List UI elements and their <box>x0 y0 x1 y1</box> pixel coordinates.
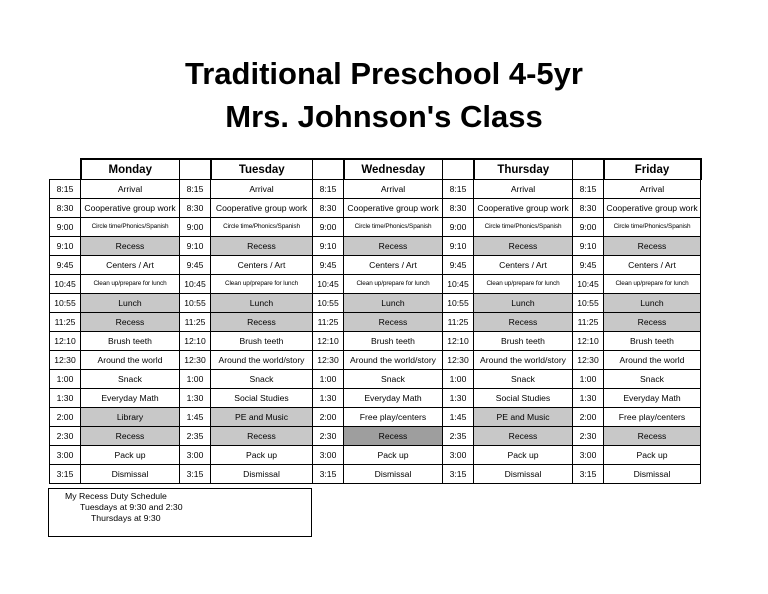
activity-cell-wednesday: Recess <box>344 427 443 446</box>
time-cell-thursday: 8:30 <box>443 199 474 218</box>
activity-cell-thursday: Circle time/Phonics/Spanish <box>474 218 573 237</box>
activity-cell-wednesday: Everyday Math <box>344 389 443 408</box>
schedule-row <box>50 313 701 332</box>
activity-cell-monday: Arrival <box>81 180 180 199</box>
activity-cell-tuesday: Recess <box>211 237 313 256</box>
time-cell-friday: 9:00 <box>573 218 604 237</box>
activity-cell-tuesday: Centers / Art <box>211 256 313 275</box>
activity-cell-tuesday: Recess <box>211 313 313 332</box>
time-cell-friday: 1:00 <box>573 370 604 389</box>
time-cell-friday: 2:30 <box>573 427 604 446</box>
time-cell-tuesday: 2:35 <box>180 427 211 446</box>
activity-cell-friday: Pack up <box>604 446 701 465</box>
time-cell-monday: 12:10 <box>50 332 81 351</box>
time-cell-friday: 12:30 <box>573 351 604 370</box>
schedule-row <box>50 389 701 408</box>
activity-cell-thursday: Centers / Art <box>474 256 573 275</box>
time-cell-friday: 8:30 <box>573 199 604 218</box>
time-cell-friday: 9:10 <box>573 237 604 256</box>
duty-line: Thursdays at 9:30 <box>91 513 161 523</box>
time-cell-tuesday: 9:10 <box>180 237 211 256</box>
time-cell-tuesday: 1:30 <box>180 389 211 408</box>
activity-cell-monday: Lunch <box>81 294 180 313</box>
activity-cell-friday: Lunch <box>604 294 701 313</box>
time-cell-wednesday: 12:10 <box>313 332 344 351</box>
activity-cell-friday: Everyday Math <box>604 389 701 408</box>
time-cell-wednesday: 11:25 <box>313 313 344 332</box>
activity-cell-friday: Dismissal <box>604 465 701 484</box>
schedule-row <box>50 351 701 370</box>
activity-cell-wednesday: Pack up <box>344 446 443 465</box>
activity-cell-tuesday: Circle time/Phonics/Spanish <box>211 218 313 237</box>
schedule-row <box>50 427 701 446</box>
activity-cell-wednesday: Arrival <box>344 180 443 199</box>
day-header-tuesday: Tuesday <box>211 159 313 180</box>
time-cell-friday: 2:00 <box>573 408 604 427</box>
time-cell-friday: 8:15 <box>573 180 604 199</box>
activity-cell-wednesday: Cooperative group work <box>344 199 443 218</box>
time-cell-monday: 9:00 <box>50 218 81 237</box>
time-cell-monday: 2:00 <box>50 408 81 427</box>
time-cell-tuesday: 8:15 <box>180 180 211 199</box>
time-cell-tuesday: 11:25 <box>180 313 211 332</box>
activity-cell-wednesday: Clean up/prepare for lunch <box>344 275 443 294</box>
activity-cell-tuesday: Snack <box>211 370 313 389</box>
activity-cell-tuesday: Arrival <box>211 180 313 199</box>
time-cell-wednesday: 10:55 <box>313 294 344 313</box>
activity-cell-tuesday: Pack up <box>211 446 313 465</box>
activity-cell-wednesday: Free play/centers <box>344 408 443 427</box>
day-header-thursday: Thursday <box>474 159 573 180</box>
activity-cell-thursday: Pack up <box>474 446 573 465</box>
activity-cell-wednesday: Circle time/Phonics/Spanish <box>344 218 443 237</box>
time-cell-thursday: 2:35 <box>443 427 474 446</box>
schedule-header-row <box>50 159 701 180</box>
activity-cell-tuesday: Clean up/prepare for lunch <box>211 275 313 294</box>
schedule-row <box>50 218 701 237</box>
activity-cell-thursday: Social Studies <box>474 389 573 408</box>
activity-cell-monday: Circle time/Phonics/Spanish <box>81 218 180 237</box>
activity-cell-tuesday: Lunch <box>211 294 313 313</box>
schedule-row <box>50 237 701 256</box>
activity-cell-friday: Cooperative group work <box>604 199 701 218</box>
time-cell-thursday: 1:30 <box>443 389 474 408</box>
activity-cell-wednesday: Around the world/story <box>344 351 443 370</box>
activity-cell-thursday: Recess <box>474 313 573 332</box>
activity-cell-tuesday: Social Studies <box>211 389 313 408</box>
header-gap <box>573 159 604 180</box>
time-cell-thursday: 9:00 <box>443 218 474 237</box>
activity-cell-friday: Circle time/Phonics/Spanish <box>604 218 701 237</box>
time-cell-thursday: 12:10 <box>443 332 474 351</box>
time-cell-tuesday: 1:00 <box>180 370 211 389</box>
time-cell-monday: 12:30 <box>50 351 81 370</box>
activity-cell-thursday: PE and Music <box>474 408 573 427</box>
time-cell-tuesday: 12:10 <box>180 332 211 351</box>
time-cell-wednesday: 9:00 <box>313 218 344 237</box>
time-cell-tuesday: 10:45 <box>180 275 211 294</box>
schedule-row <box>50 446 701 465</box>
activity-cell-thursday: Brush teeth <box>474 332 573 351</box>
activity-cell-wednesday: Recess <box>344 313 443 332</box>
day-header-monday: Monday <box>81 159 180 180</box>
time-cell-monday: 1:00 <box>50 370 81 389</box>
schedule-table <box>49 158 702 484</box>
time-cell-monday: 10:45 <box>50 275 81 294</box>
time-cell-wednesday: 8:15 <box>313 180 344 199</box>
time-cell-wednesday: 3:00 <box>313 446 344 465</box>
time-cell-monday: 9:45 <box>50 256 81 275</box>
time-cell-monday: 2:30 <box>50 427 81 446</box>
time-cell-friday: 11:25 <box>573 313 604 332</box>
time-cell-thursday: 3:00 <box>443 446 474 465</box>
activity-cell-monday: Recess <box>81 427 180 446</box>
activity-cell-thursday: Clean up/prepare for lunch <box>474 275 573 294</box>
page-subtitle: Mrs. Johnson's Class <box>225 99 543 134</box>
activity-cell-thursday: Arrival <box>474 180 573 199</box>
activity-cell-wednesday: Centers / Art <box>344 256 443 275</box>
header-gap <box>443 159 474 180</box>
time-cell-friday: 9:45 <box>573 256 604 275</box>
time-cell-thursday: 3:15 <box>443 465 474 484</box>
activity-cell-friday: Around the world <box>604 351 701 370</box>
activity-cell-monday: Recess <box>81 237 180 256</box>
header-blank <box>50 159 81 180</box>
page-title: Traditional Preschool 4-5yr <box>185 56 583 91</box>
time-cell-monday: 3:15 <box>50 465 81 484</box>
activity-cell-friday: Recess <box>604 427 701 446</box>
schedule-row <box>50 199 701 218</box>
activity-cell-monday: Recess <box>81 313 180 332</box>
time-cell-thursday: 1:45 <box>443 408 474 427</box>
duty-heading: My Recess Duty Schedule <box>65 491 167 501</box>
time-cell-thursday: 11:25 <box>443 313 474 332</box>
schedule-row <box>50 275 701 294</box>
day-header-friday: Friday <box>604 159 701 180</box>
duty-line: Tuesdays at 9:30 and 2:30 <box>80 502 183 512</box>
time-cell-tuesday: 9:45 <box>180 256 211 275</box>
time-cell-wednesday: 8:30 <box>313 199 344 218</box>
schedule-row <box>50 332 701 351</box>
time-cell-monday: 3:00 <box>50 446 81 465</box>
schedule-row <box>50 465 701 484</box>
time-cell-thursday: 10:55 <box>443 294 474 313</box>
activity-cell-tuesday: Cooperative group work <box>211 199 313 218</box>
time-cell-thursday: 1:00 <box>443 370 474 389</box>
activity-cell-thursday: Cooperative group work <box>474 199 573 218</box>
activity-cell-thursday: Dismissal <box>474 465 573 484</box>
activity-cell-thursday: Around the world/story <box>474 351 573 370</box>
time-cell-monday: 11:25 <box>50 313 81 332</box>
schedule-row <box>50 370 701 389</box>
activity-cell-wednesday: Brush teeth <box>344 332 443 351</box>
activity-cell-monday: Everyday Math <box>81 389 180 408</box>
schedule-body <box>50 180 701 484</box>
time-cell-wednesday: 2:30 <box>313 427 344 446</box>
time-cell-wednesday: 9:10 <box>313 237 344 256</box>
activity-cell-wednesday: Recess <box>344 237 443 256</box>
time-cell-tuesday: 3:15 <box>180 465 211 484</box>
time-cell-friday: 10:45 <box>573 275 604 294</box>
schedule-row <box>50 294 701 313</box>
time-cell-thursday: 8:15 <box>443 180 474 199</box>
time-cell-thursday: 9:10 <box>443 237 474 256</box>
activity-cell-friday: Brush teeth <box>604 332 701 351</box>
activity-cell-wednesday: Dismissal <box>344 465 443 484</box>
time-cell-thursday: 9:45 <box>443 256 474 275</box>
activity-cell-monday: Library <box>81 408 180 427</box>
time-cell-thursday: 12:30 <box>443 351 474 370</box>
activity-cell-friday: Centers / Art <box>604 256 701 275</box>
time-cell-tuesday: 1:45 <box>180 408 211 427</box>
schedule-row <box>50 180 701 199</box>
time-cell-wednesday: 12:30 <box>313 351 344 370</box>
activity-cell-monday: Pack up <box>81 446 180 465</box>
time-cell-wednesday: 3:15 <box>313 465 344 484</box>
activity-cell-tuesday: Around the world/story <box>211 351 313 370</box>
schedule-row <box>50 256 701 275</box>
activity-cell-tuesday: Brush teeth <box>211 332 313 351</box>
activity-cell-monday: Brush teeth <box>81 332 180 351</box>
activity-cell-friday: Recess <box>604 313 701 332</box>
time-cell-friday: 10:55 <box>573 294 604 313</box>
activity-cell-monday: Around the world <box>81 351 180 370</box>
activity-cell-thursday: Recess <box>474 237 573 256</box>
activity-cell-friday: Snack <box>604 370 701 389</box>
activity-cell-monday: Snack <box>81 370 180 389</box>
activity-cell-friday: Clean up/prepare for lunch <box>604 275 701 294</box>
activity-cell-monday: Centers / Art <box>81 256 180 275</box>
header-gap <box>180 159 211 180</box>
activity-cell-friday: Recess <box>604 237 701 256</box>
time-cell-wednesday: 1:00 <box>313 370 344 389</box>
activity-cell-thursday: Snack <box>474 370 573 389</box>
time-cell-tuesday: 3:00 <box>180 446 211 465</box>
time-cell-monday: 8:15 <box>50 180 81 199</box>
time-cell-monday: 10:55 <box>50 294 81 313</box>
activity-cell-tuesday: PE and Music <box>211 408 313 427</box>
time-cell-tuesday: 8:30 <box>180 199 211 218</box>
schedule-row <box>50 408 701 427</box>
activity-cell-tuesday: Dismissal <box>211 465 313 484</box>
header-gap <box>313 159 344 180</box>
activity-cell-thursday: Lunch <box>474 294 573 313</box>
activity-cell-monday: Cooperative group work <box>81 199 180 218</box>
time-cell-friday: 12:10 <box>573 332 604 351</box>
time-cell-wednesday: 1:30 <box>313 389 344 408</box>
time-cell-wednesday: 9:45 <box>313 256 344 275</box>
activity-cell-thursday: Recess <box>474 427 573 446</box>
activity-cell-monday: Dismissal <box>81 465 180 484</box>
time-cell-monday: 1:30 <box>50 389 81 408</box>
time-cell-thursday: 10:45 <box>443 275 474 294</box>
time-cell-friday: 3:15 <box>573 465 604 484</box>
time-cell-tuesday: 10:55 <box>180 294 211 313</box>
day-header-wednesday: Wednesday <box>344 159 443 180</box>
activity-cell-monday: Clean up/prepare for lunch <box>81 275 180 294</box>
recess-duty-box <box>48 488 312 537</box>
activity-cell-wednesday: Snack <box>344 370 443 389</box>
time-cell-friday: 1:30 <box>573 389 604 408</box>
time-cell-wednesday: 2:00 <box>313 408 344 427</box>
time-cell-tuesday: 12:30 <box>180 351 211 370</box>
activity-cell-friday: Arrival <box>604 180 701 199</box>
time-cell-friday: 3:00 <box>573 446 604 465</box>
activity-cell-friday: Free play/centers <box>604 408 701 427</box>
activity-cell-tuesday: Recess <box>211 427 313 446</box>
time-cell-tuesday: 9:00 <box>180 218 211 237</box>
time-cell-wednesday: 10:45 <box>313 275 344 294</box>
time-cell-monday: 8:30 <box>50 199 81 218</box>
activity-cell-wednesday: Lunch <box>344 294 443 313</box>
time-cell-monday: 9:10 <box>50 237 81 256</box>
